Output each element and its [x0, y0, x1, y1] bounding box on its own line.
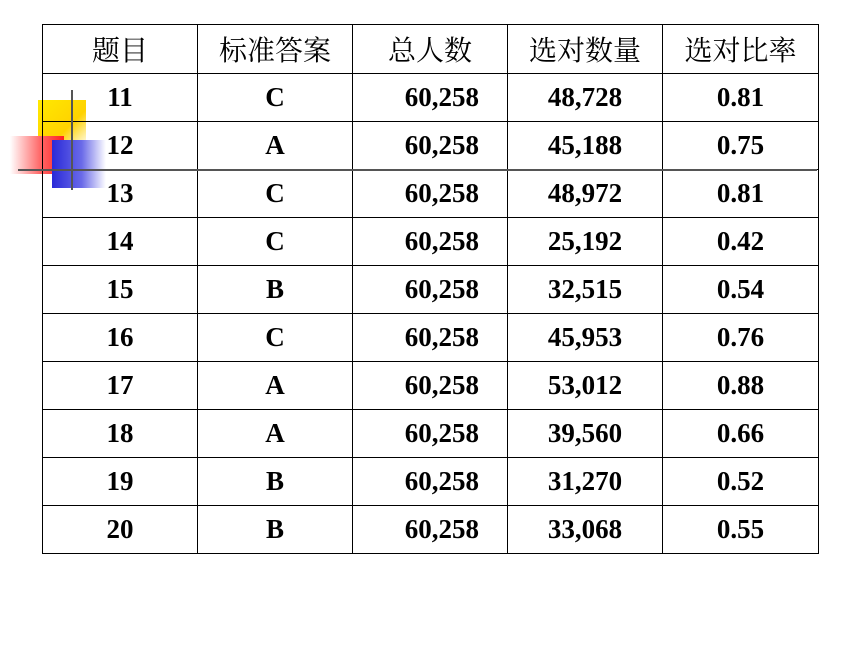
cell-correct-count: 25,192 — [508, 218, 663, 266]
table-row — [43, 410, 819, 458]
table-row — [43, 170, 819, 218]
cell-correct-rate: 0.88 — [663, 362, 819, 410]
cell-correct-rate: 0.76 — [663, 314, 819, 362]
cell-standard-answer: C — [198, 218, 353, 266]
cell-correct-rate: 0.55 — [663, 506, 819, 554]
cell-correct-rate: 0.42 — [663, 218, 819, 266]
cell-correct-count: 45,188 — [508, 122, 663, 170]
cell-correct-count: 45,953 — [508, 314, 663, 362]
cell-question: 11 — [43, 74, 198, 122]
cell-standard-answer: C — [198, 314, 353, 362]
cell-question: 12 — [43, 122, 198, 170]
cell-total-count: 60,258 — [353, 314, 508, 362]
cell-question: 18 — [43, 410, 198, 458]
table-row — [43, 458, 819, 506]
cell-total-count: 60,258 — [353, 266, 508, 314]
cell-correct-rate: 0.52 — [663, 458, 819, 506]
table-row — [43, 314, 819, 362]
cell-question: 16 — [43, 314, 198, 362]
cell-standard-answer: B — [198, 506, 353, 554]
table-row — [43, 74, 819, 122]
cell-question: 15 — [43, 266, 198, 314]
cell-standard-answer: C — [198, 170, 353, 218]
cell-correct-rate: 0.66 — [663, 410, 819, 458]
table-row — [43, 362, 819, 410]
table-row — [43, 506, 819, 554]
cell-question: 14 — [43, 218, 198, 266]
cell-total-count: 60,258 — [353, 458, 508, 506]
cell-standard-answer: A — [198, 410, 353, 458]
cell-question: 20 — [43, 506, 198, 554]
header-standard-answer: 标准答案 — [198, 25, 353, 74]
cell-total-count: 60,258 — [353, 74, 508, 122]
cell-question: 13 — [43, 170, 198, 218]
results-table — [42, 24, 819, 554]
cell-correct-count: 31,270 — [508, 458, 663, 506]
cell-correct-rate: 0.75 — [663, 122, 819, 170]
cell-correct-count: 39,560 — [508, 410, 663, 458]
cell-total-count: 60,258 — [353, 506, 508, 554]
cell-total-count: 60,258 — [353, 218, 508, 266]
cell-total-count: 60,258 — [353, 122, 508, 170]
cell-correct-count: 53,012 — [508, 362, 663, 410]
cell-total-count: 60,258 — [353, 362, 508, 410]
decorative-horizontal-line — [18, 169, 817, 171]
cell-correct-count: 33,068 — [508, 506, 663, 554]
decorative-vertical-line — [71, 90, 73, 190]
cell-total-count: 60,258 — [353, 410, 508, 458]
cell-question: 19 — [43, 458, 198, 506]
cell-correct-rate: 0.81 — [663, 170, 819, 218]
table-header-row — [43, 25, 819, 74]
table-row — [43, 218, 819, 266]
header-total-count: 总人数 — [353, 25, 508, 74]
cell-standard-answer: A — [198, 122, 353, 170]
cell-standard-answer: C — [198, 74, 353, 122]
cell-standard-answer: A — [198, 362, 353, 410]
header-correct-count: 选对数量 — [508, 25, 663, 74]
cell-correct-rate: 0.54 — [663, 266, 819, 314]
cell-standard-answer: B — [198, 266, 353, 314]
table-row — [43, 122, 819, 170]
cell-correct-count: 32,515 — [508, 266, 663, 314]
cell-correct-rate: 0.81 — [663, 74, 819, 122]
cell-question: 17 — [43, 362, 198, 410]
cell-standard-answer: B — [198, 458, 353, 506]
header-correct-rate: 选对比率 — [663, 25, 819, 74]
cell-correct-count: 48,972 — [508, 170, 663, 218]
table-row — [43, 266, 819, 314]
cell-total-count: 60,258 — [353, 170, 508, 218]
header-question: 题目 — [43, 25, 198, 74]
cell-correct-count: 48,728 — [508, 74, 663, 122]
